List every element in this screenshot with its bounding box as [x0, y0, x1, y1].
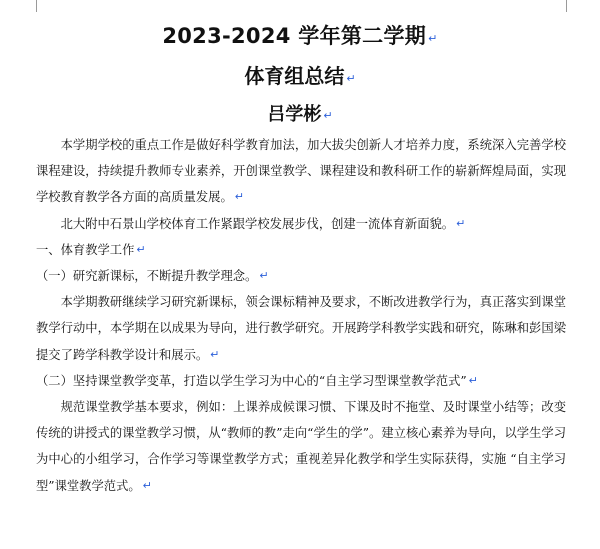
paragraph-mark-icon: ↵	[136, 242, 146, 256]
paragraph	[36, 211, 566, 237]
paragraph-text: 本学期教研继续学习研究新课标，领会课标精神及要求，不断改进教学行为，真正落实到课堂教学行动中，本学期在以成果为导向，进行教学研究。开展跨学科教学实践和研究，陈琳和彭国梁提交了跨学科教学设计和展示。	[36, 295, 566, 362]
paragraph-mark-icon: ↵	[323, 109, 333, 122]
author-text: 吕学彬	[267, 104, 322, 125]
document-author	[0, 100, 600, 126]
paragraph-mark-icon: ↵	[142, 478, 152, 492]
paragraph-text: 本学期学校的重点工作是做好科学教育加法，加大拔尖创新人才培养力度，系统深入完善学校课程建设，持续提升教师专业素养，开创课堂教学、课程建设和教科研工作的崭新辉煌局面，实现学校教育教学各方面的高质量发展。	[36, 138, 566, 205]
section-heading	[36, 237, 566, 263]
heading-text: 一、体育教学工作	[36, 242, 135, 257]
document-body	[36, 132, 566, 499]
paragraph-text: 规范课堂教学基本要求，例如：上课养成候课习惯、下课及时不拖堂、及时课堂小结等；改变传统的讲授式的课堂教学习惯，从“教师的教”走向“学生的学”。建立核心素养为导向，以学生学习为中心的小组学习，合作学习等课堂教学方式；重视差异化教学和学生实际获得，实施 “自主学习型”课堂教学范式。	[36, 400, 566, 493]
paragraph-mark-icon: ↵	[468, 373, 478, 387]
paragraph	[36, 394, 566, 499]
subtitle-text: 体育组总结	[244, 64, 345, 88]
paragraph-mark-icon: ↵	[234, 190, 244, 204]
paragraph	[36, 289, 566, 368]
title-text: 2023-2024 学年第二学期	[162, 24, 427, 48]
paragraph-mark-icon: ↵	[456, 216, 466, 230]
subheading-text: （二）坚持课堂教学变革，打造以学生学习为中心的“自主学习型课堂教学范式”	[36, 373, 467, 388]
subheading-text: （一）研究新课标，不断提升教学理念。	[36, 269, 258, 284]
crop-mark-right	[566, 0, 567, 12]
crop-mark-left	[36, 0, 37, 12]
subsection-heading	[36, 263, 566, 289]
document-subtitle	[0, 60, 600, 89]
paragraph-mark-icon: ↵	[428, 32, 438, 45]
subsection-heading	[36, 368, 566, 394]
document-title	[0, 20, 600, 50]
paragraph-mark-icon: ↵	[346, 72, 356, 85]
paragraph-mark-icon: ↵	[210, 347, 220, 361]
paragraph-text: 北大附中石景山学校体育工作紧跟学校发展步伐，创建一流体育新面貌。	[60, 216, 455, 231]
paragraph	[36, 132, 566, 211]
paragraph-mark-icon: ↵	[259, 269, 269, 283]
